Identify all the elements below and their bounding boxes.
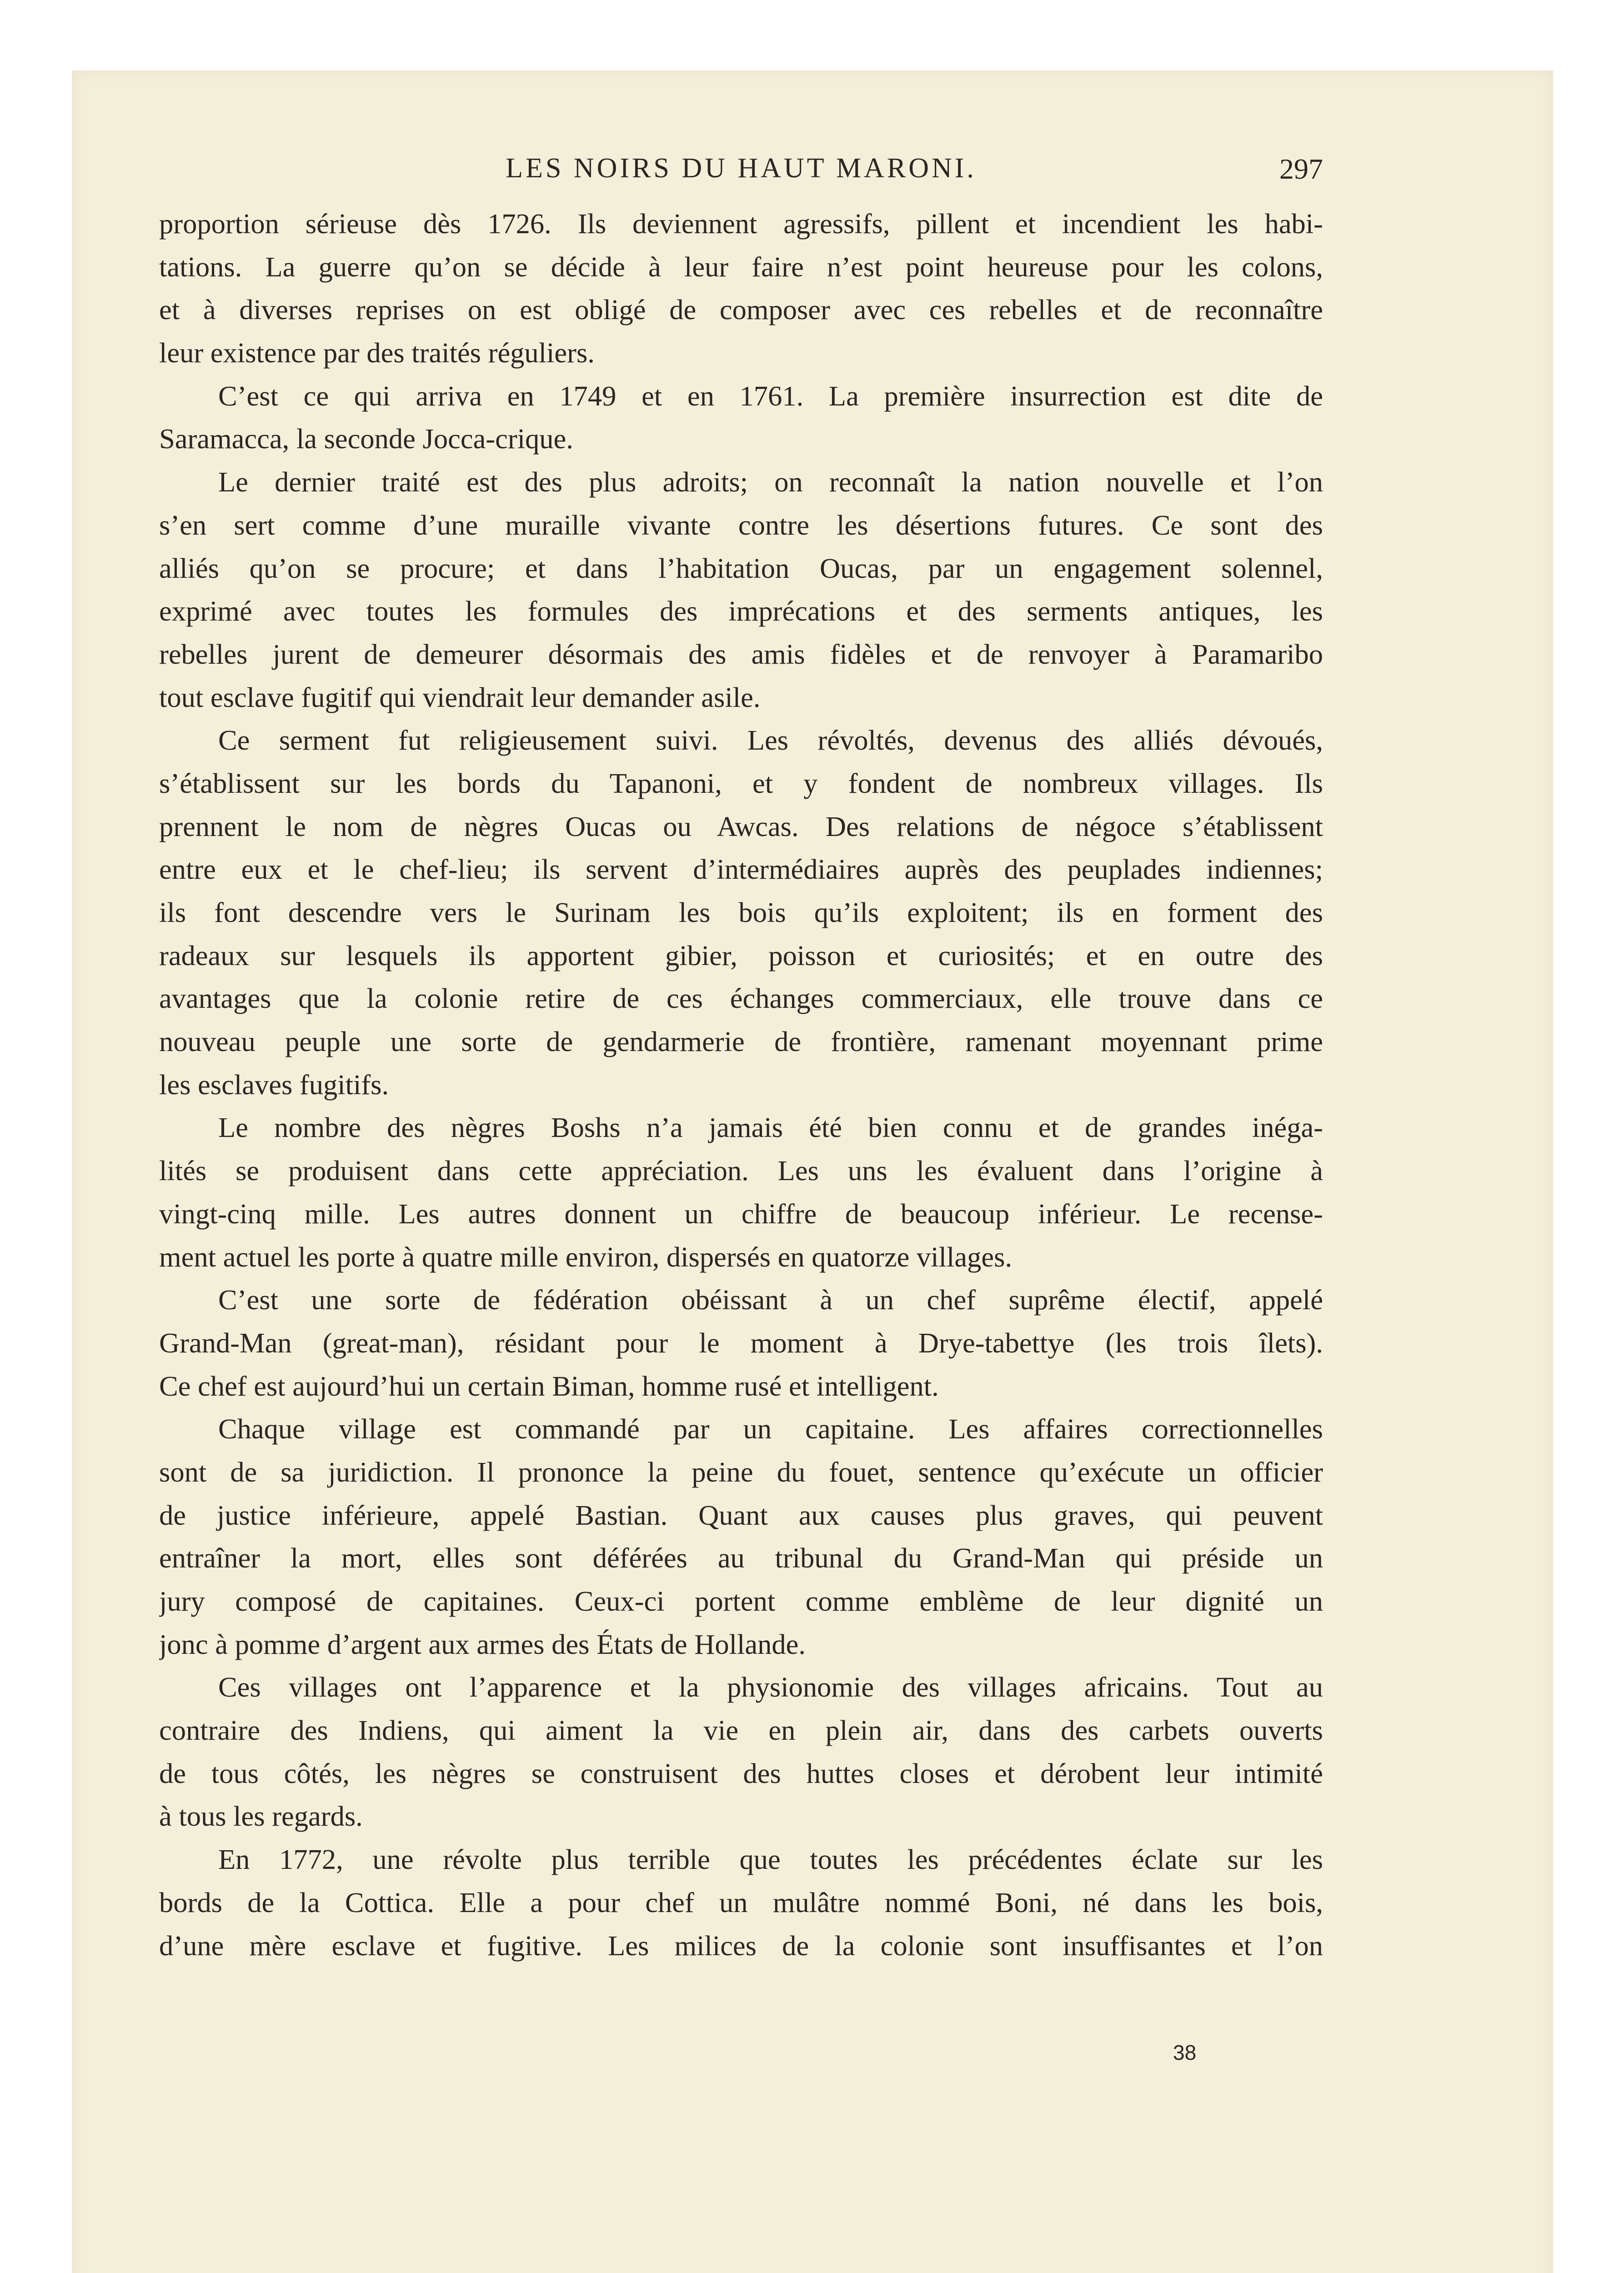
text-line: exprimé avec toutes les formules des imprécations et des serments antiques, les — [159, 595, 1323, 627]
text-line: proportion sérieuse dès 1726. Ils deviennent agressifs, pillent et incendient les habi- — [159, 208, 1323, 240]
text-line: Grand-Man (great-man), résidant pour le moment à Drye-tabettye (les trois îlets). — [159, 1327, 1323, 1359]
text-line: s’établissent sur les bords du Tapanoni, et y fondent de nombreux villages. Ils — [159, 767, 1323, 799]
text-line: C’est une sorte de fédération obéissant à un chef suprême électif, appelé — [218, 1284, 1323, 1316]
text-line: à tous les regards. — [159, 1800, 363, 1832]
running-title: LES NOIRS DU HAUT MARONI. — [506, 153, 977, 184]
text-line: ils font descendre vers le Surinam les bois qu’ils exploitent; ils en forment des — [159, 896, 1323, 928]
text-line: sont de sa juridiction. Il prononce la peine du fouet, sentence qu’exécute un officier — [159, 1456, 1323, 1488]
body-text — [159, 202, 1323, 1967]
text-line: entre eux et le chef-lieu; ils servent d’intermédiaires auprès des peuplades indiennes; — [159, 853, 1323, 886]
text-line: ment actuel les porte à quatre mille environ, dispersés en quatorze villages. — [159, 1241, 1012, 1273]
text-line: prennent le nom de nègres Oucas ou Awcas. Des relations de négoce s’établissent — [159, 810, 1323, 842]
text-line: bords de la Cottica. Elle a pour chef un mulâtre nommé Boni, né dans les bois, — [159, 1886, 1323, 1918]
text-line: tations. La guerre qu’on se décide à leur faire n’est point heureuse pour les colons, — [159, 250, 1323, 283]
text-line: d’une mère esclave et fugitive. Les milices de la colonie sont insuffisantes et l’on — [159, 1929, 1323, 1962]
text-line: rebelles jurent de demeurer désormais des amis fidèles et de renvoyer à Paramaribo — [159, 638, 1323, 670]
page-number: 297 — [1279, 153, 1323, 185]
text-line: jury composé de capitaines. Ceux-ci portent comme emblème de leur dignité un — [159, 1585, 1323, 1617]
text-line: jonc à pomme d’argent aux armes des États de Hollande. — [159, 1628, 806, 1660]
text-line: radeaux sur lesquels ils apportent gibier, poisson et curiosités; et en outre des — [159, 939, 1323, 971]
text-line: entraîner la mort, elles sont déférées au tribunal du Grand-Man qui préside un — [159, 1542, 1323, 1574]
text-line: de tous côtés, les nègres se construisent des huttes closes et dérobent leur intimité — [159, 1757, 1323, 1789]
text-line: Ce serment fut religieusement suivi. Les révoltés, devenus des alliés dévoués, — [218, 724, 1323, 756]
text-line: En 1772, une révolte plus terrible que toutes les précédentes éclate sur les — [218, 1843, 1323, 1876]
text-line: vingt-cinq mille. Les autres donnent un chiffre de beaucoup inférieur. Le recense- — [159, 1197, 1323, 1230]
running-header — [159, 152, 1323, 193]
text-line: de justice inférieure, appelé Bastian. Quant aux causes plus graves, qui peuvent — [159, 1499, 1323, 1531]
text-line: alliés qu’on se procure; et dans l’habitation Oucas, par un engagement solennel, — [159, 552, 1323, 584]
text-line: Ces villages ont l’apparence et la physionomie des villages africains. Tout au — [218, 1671, 1323, 1703]
text-line: leur existence par des traités réguliers. — [159, 337, 595, 369]
text-line: Ce chef est aujourd’hui un certain Biman, homme rusé et intelligent. — [159, 1370, 939, 1402]
text-line: Saramacca, la seconde Jocca-crique. — [159, 423, 573, 455]
text-line: s’en sert comme d’une muraille vivante contre les désertions futures. Ce sont des — [159, 509, 1323, 541]
text-line: contraire des Indiens, qui aiment la vie en plein air, dans des carbets ouverts — [159, 1714, 1323, 1747]
text-line: Chaque village est commandé par un capitaine. Les affaires correctionnelles — [218, 1413, 1323, 1445]
text-line: nouveau peuple une sorte de gendarmerie de frontière, ramenant moyennant prime — [159, 1026, 1323, 1058]
text-line: avantages que la colonie retire de ces échanges commerciaux, elle trouve dans ce — [159, 982, 1323, 1015]
text-line: tout esclave fugitif qui viendrait leur demander asile. — [159, 681, 761, 713]
text-line: les esclaves fugitifs. — [159, 1068, 389, 1101]
text-line: Le dernier traité est des plus adroits; on reconnaît la nation nouvelle et l’on — [218, 466, 1323, 498]
text-line: C’est ce qui arriva en 1749 et en 1761. La première insurrection est dite de — [218, 380, 1323, 412]
text-line: Le nombre des nègres Boshs n’a jamais été bien connu et de grandes inéga- — [218, 1111, 1323, 1144]
text-line: lités se produisent dans cette appréciation. Les uns les évaluent dans l’origine à — [159, 1155, 1323, 1187]
text-line: et à diverses reprises on est obligé de composer avec ces rebelles et de reconnaître — [159, 294, 1323, 326]
signature-mark: 38 — [1173, 2041, 1197, 2064]
